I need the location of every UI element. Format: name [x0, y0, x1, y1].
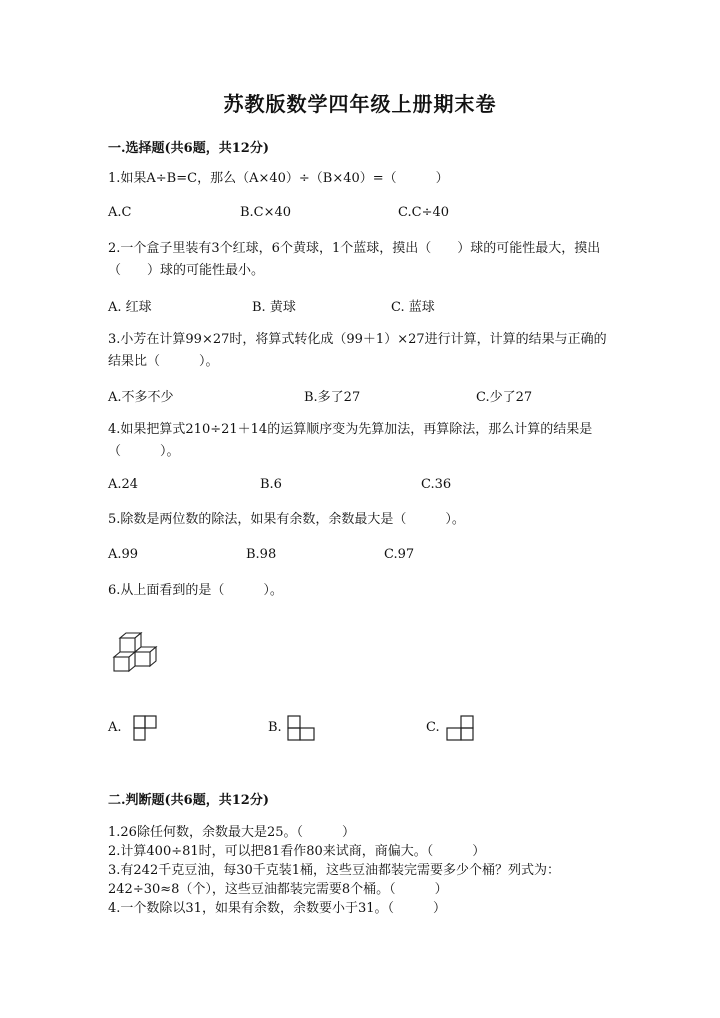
section-heading-choice: 一.选择题(共6题，共12分)	[108, 141, 269, 156]
judge-item-4: 4.一个数除以31，如果有余数，余数要小于31。（ ）	[108, 901, 446, 916]
q3-option-b: B.多了27	[304, 390, 361, 405]
question-2: 2.一个盒子里装有3个红球，6个黄球，1个蓝球，摸出（ ）球的可能性最大，摸出（ ）球的可能性最小。	[108, 241, 601, 278]
q2-option-a: A. 红球	[108, 300, 152, 315]
q1-option-c: C.C÷40	[398, 205, 449, 220]
q2-option-c: C. 蓝球	[391, 300, 435, 315]
page-title: 苏教版数学四年级上册期末卷	[223, 92, 497, 116]
judge-item-2: 2.计算400÷81时，可以把81看作80来试商，商偏大。（ ）	[108, 844, 486, 859]
q3-option-a: A.不多不少	[108, 390, 174, 405]
q2-option-b: B. 黄球	[252, 300, 296, 315]
q6-option-a-label: A.	[108, 720, 122, 735]
judge-item-3: 3.有242千克豆油，每30千克装1桶，这些豆油都装完需要多少个桶？列式为：242÷30≈8（个），这些豆油都装完需要8个桶。（ ）	[108, 863, 561, 897]
question-4: 4.如果把算式210÷21＋14的运算顺序变为先算加法，再算除法，那么计算的结果是（ ）。	[108, 422, 593, 459]
q1-option-b: B.C×40	[240, 205, 292, 220]
q5-option-c: C.97	[384, 547, 415, 562]
q3-option-c: C.少了27	[476, 390, 533, 405]
q4-option-a: A.24	[108, 477, 139, 492]
question-1: 1.如果A÷B=C，那么（A×40）÷（B×40）=（ ）	[108, 171, 449, 186]
question-5: 5.除数是两位数的除法，如果有余数，余数最大是（ ）。	[108, 512, 465, 527]
question-6: 6.从上面看到的是（ ）。	[108, 583, 283, 598]
q5-option-b: B.98	[246, 547, 277, 562]
q4-option-c: C.36	[421, 477, 452, 492]
top-view-c-icon	[444, 714, 480, 746]
judge-item-1: 1.26除任何数，余数最大是25。（ ）	[108, 825, 355, 840]
stacked-cubes-figure	[108, 632, 164, 674]
question-3: 3.小芳在计算99×27时，将算式转化成（99＋1）×27进行计算，计算的结果与正确的结果比（ ）。	[108, 332, 607, 369]
q4-option-b: B.6	[260, 477, 282, 492]
top-view-b-icon	[286, 714, 322, 746]
q5-option-a: A.99	[108, 547, 139, 562]
q6-option-b-label: B.	[268, 720, 282, 735]
section-heading-judge: 二.判断题(共6题，共12分)	[108, 793, 269, 808]
q1-option-a: A.C	[108, 205, 132, 220]
top-view-a-icon	[126, 714, 158, 746]
q6-option-c-label: C.	[426, 720, 440, 735]
